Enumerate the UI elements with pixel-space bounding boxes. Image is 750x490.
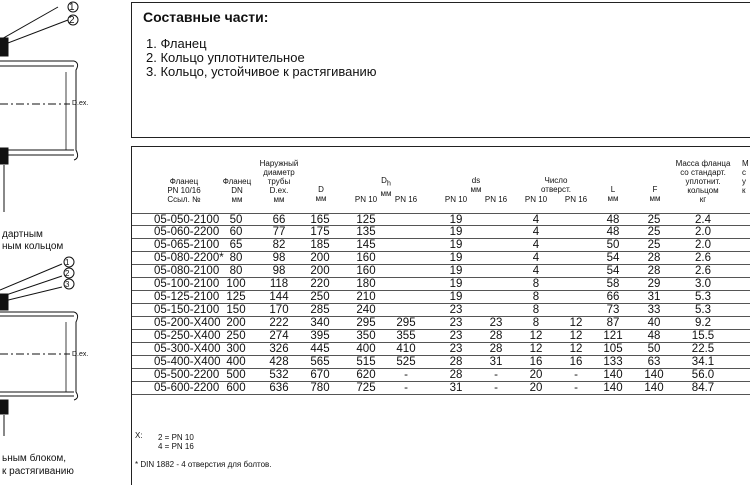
cell-holes-pn10: 4 [532,265,540,277]
cell-dh-pn10: 135 [356,226,376,238]
cell-d: 250 [310,291,330,303]
cell-holes-pn16: - [574,369,578,381]
cell-f: 48 [647,330,661,342]
cell-ref: 05-150-2100 [154,304,220,316]
cell-dex: 82 [272,239,286,251]
notes-footnote: * DIN 1882 - 4 отверстия для болтов. [135,460,272,469]
cell-holes-pn10: 8 [532,291,540,303]
cell-dn: 500 [226,369,246,381]
cell-mass: 2.6 [695,252,711,264]
cell-ds-pn10: 23 [449,330,463,342]
cell-dn: 80 [229,252,243,264]
cell-l: 133 [603,356,623,368]
cell-holes-pn16 [556,226,596,239]
table-row [132,356,750,369]
cell-dn: 100 [226,278,246,290]
cell-ref: 05-250-X400 [154,330,221,342]
cell-ref: 05-400-X400 [154,356,221,368]
cell-dex: 428 [269,356,289,368]
cell-dex: 98 [272,265,286,277]
cell-ref: 05-065-2100 [154,239,220,251]
dimensions-table [131,146,750,485]
cell-holes-pn10: 12 [529,330,543,342]
table-row [132,304,750,317]
caption-top-line2: ным кольцом [2,241,64,252]
cell-ds-pn16: 28 [489,330,503,342]
cell-holes-pn10: 20 [529,382,543,394]
cell-d: 285 [310,304,330,316]
callout-1-top: 1 [69,2,75,13]
cell-dh-pn16 [386,304,426,317]
cell-d: 565 [310,356,330,368]
cell-dh-pn16: 355 [396,330,416,342]
table-row [132,213,750,226]
cell-dh-pn16 [386,265,426,278]
header-mass: Масса фланца со стандарт. уплотнит. кольцом кг [675,159,731,204]
parts-item: 3. Кольцо, устойчивое к растягиванию [146,64,377,79]
cell-dex: 326 [269,343,289,355]
cell-dh-pn10: 620 [356,369,376,381]
cell-f: 140 [644,382,664,394]
callout-1-bottom: 1 [65,258,70,267]
cell-dh-pn10: 350 [356,330,376,342]
parts-item: 2. Кольцо уплотнительное [146,50,305,65]
cell-d: 780 [310,382,330,394]
cell-d: 185 [310,239,330,251]
cell-dn: 250 [226,330,246,342]
cell-l: 50 [606,239,620,251]
cell-l: 48 [606,226,620,238]
header-f: F мм [649,185,661,203]
header-dn: Фланец DN мм [222,177,252,204]
cell-mass: 34.1 [691,356,715,368]
cell-dh-pn10: 160 [356,265,376,277]
cell-d: 165 [310,214,330,226]
cell-dex: 170 [269,304,289,316]
cell-dh-pn10: 400 [356,343,376,355]
cell-dex: 66 [272,214,286,226]
cell-ref: 05-500-2200 [154,369,220,381]
cell-d: 670 [310,369,330,381]
cell-mass: 56.0 [691,369,715,381]
cell-dh-pn10: 515 [356,356,376,368]
cell-l: 48 [606,214,620,226]
cell-l: 121 [603,330,623,342]
cell-holes-pn10: 4 [532,239,540,251]
cell-holes-pn16 [556,265,596,278]
cell-ds-pn16: 28 [489,343,503,355]
flange-drawing [0,0,128,485]
cell-d: 200 [310,265,330,277]
cell-ds-pn10: 28 [449,356,463,368]
cell-holes-pn10: 8 [532,304,540,316]
cell-holes-pn16 [556,239,596,252]
header-dh: $D_h$ мм [380,176,392,198]
header-mass2: М с у к [742,159,749,195]
cell-d: 175 [310,226,330,238]
cell-ds-pn16: - [494,382,498,394]
cell-mass: 9.2 [695,317,711,329]
callout-3-bottom: 3 [65,280,70,289]
notes-x-value-1: 2 = PN 10 [158,433,194,442]
cell-mass: 2.0 [695,239,711,251]
cell-f: 33 [647,304,661,316]
subheader-ds-pn10: PN 10 [444,195,468,204]
cell-l: 54 [606,252,620,264]
cell-dn: 200 [226,317,246,329]
notes-x-value-2: 4 = PN 16 [158,442,194,451]
cell-dh-pn16: 525 [396,356,416,368]
cell-dh-pn16: - [404,382,408,394]
notes-x-label: X: [135,431,143,440]
table-row [132,278,750,291]
table-row [132,343,750,356]
cell-dh-pn10: 125 [356,214,376,226]
cell-f: 140 [644,369,664,381]
cell-mass: 3.0 [695,278,711,290]
cell-ds-pn16: 31 [489,356,503,368]
cell-ds-pn10: 23 [449,304,463,316]
cell-holes-pn16: 12 [569,343,583,355]
cell-ds-pn10: 19 [449,214,463,226]
cell-dh-pn16: 295 [396,317,416,329]
header-ref: Фланец PN 10/16 Ссыл. № [167,177,201,204]
cell-dh-pn10: 145 [356,239,376,251]
cell-f: 25 [647,239,661,251]
cell-dh-pn16 [386,291,426,304]
cell-dh-pn10: 240 [356,304,376,316]
cell-dex: 274 [269,330,289,342]
cell-holes-pn10: 4 [532,226,540,238]
subheader-ds-pn16: PN 16 [484,195,508,204]
cell-ds-pn10: 19 [449,265,463,277]
cell-ds-pn10: 23 [449,343,463,355]
cell-ds-pn10: 23 [449,317,463,329]
cell-ref: 05-050-2100 [154,214,220,226]
cell-holes-pn16 [556,252,596,265]
cell-holes-pn10: 4 [532,252,540,264]
cell-mass: 2.4 [695,214,711,226]
cell-dn: 150 [226,304,246,316]
cell-holes-pn10: 16 [529,356,543,368]
cell-dex: 636 [269,382,289,394]
cell-ds-pn16 [476,278,516,291]
cell-ds-pn10: 19 [449,252,463,264]
cell-dh-pn10: 210 [356,291,376,303]
header-dex: Наружный диаметр трубы D.ex. мм [259,159,299,204]
cell-ds-pn16 [476,252,516,265]
parts-panel [131,2,750,138]
cell-l: 66 [606,291,620,303]
cell-holes-pn10: 20 [529,369,543,381]
cell-dn: 60 [229,226,243,238]
cell-d: 200 [310,252,330,264]
cell-dh-pn10: 295 [356,317,376,329]
cell-dn: 65 [229,239,243,251]
cell-ds-pn10: 19 [449,278,463,290]
cell-dh-pn16: 410 [396,343,416,355]
cell-ref: 05-080-2100 [154,265,220,277]
cell-f: 40 [647,317,661,329]
cell-f: 63 [647,356,661,368]
table-row [132,239,750,252]
header-l: L мм [607,185,619,203]
cell-l: 54 [606,265,620,277]
subheader-holes-pn10: PN 10 [524,195,548,204]
cell-l: 73 [606,304,620,316]
cell-dn: 600 [226,382,246,394]
parts-item: 1. Фланец [146,36,207,51]
cell-dn: 80 [229,265,243,277]
cell-holes-pn16 [556,278,596,291]
cell-d: 220 [310,278,330,290]
cell-dex: 222 [269,317,289,329]
cell-f: 25 [647,226,661,238]
table-row [132,265,750,278]
subheader-dh-pn16: PN 16 [394,195,418,204]
table-row [132,382,750,395]
cell-ref: 05-080-2200* [154,252,224,264]
cell-ds-pn10: 19 [449,291,463,303]
cell-f: 25 [647,214,661,226]
cell-dh-pn16 [386,252,426,265]
cell-f: 28 [647,252,661,264]
header-ds: ds мм [470,176,482,194]
cell-mass: 5.3 [695,291,711,303]
cell-dex: 77 [272,226,286,238]
cell-ds-pn16 [476,304,516,317]
cell-l: 140 [603,382,623,394]
cell-f: 50 [647,343,661,355]
cell-mass: 5.3 [695,304,711,316]
subheader-holes-pn16: PN 16 [564,195,588,204]
cell-dex: 532 [269,369,289,381]
callout-2-top: 2 [69,15,75,26]
table-row [132,317,750,330]
cell-ref: 05-600-2200 [154,382,220,394]
cell-ds-pn10: 19 [449,239,463,251]
table-row [132,291,750,304]
table-row [132,330,750,343]
cell-ds-pn10: 31 [449,382,463,394]
cell-dex: 118 [269,278,289,290]
cell-l: 58 [606,278,620,290]
table-row [132,252,750,265]
cell-l: 140 [603,369,623,381]
cell-dn: 50 [229,214,243,226]
cell-ref: 05-060-2200 [154,226,220,238]
caption-bottom-line1: ьным блоком, [2,453,67,464]
cell-mass: 15.5 [691,330,715,342]
cell-holes-pn10: 4 [532,214,540,226]
cell-dh-pn10: 180 [356,278,376,290]
cell-dh-pn10: 725 [356,382,376,394]
cell-ds-pn16 [476,226,516,239]
cell-ds-pn16: - [494,369,498,381]
cell-l: 105 [603,343,623,355]
cell-dn: 300 [226,343,246,355]
cell-holes-pn10: 8 [532,317,540,329]
cell-d: 445 [310,343,330,355]
cell-mass: 2.0 [695,226,711,238]
cell-ds-pn16: 23 [489,317,503,329]
cell-holes-pn16: 16 [569,356,583,368]
cell-holes-pn10: 8 [532,278,540,290]
caption-bottom-line2: к растягиванию [2,466,74,477]
cell-dh-pn16 [386,278,426,291]
cell-ds-pn10: 28 [449,369,463,381]
cell-ref: 05-200-X400 [154,317,221,329]
cell-dex: 98 [272,252,286,264]
cell-dn: 125 [226,291,246,303]
cell-d: 395 [310,330,330,342]
cell-holes-pn16: - [574,382,578,394]
cell-d: 340 [310,317,330,329]
cell-ds-pn16 [476,291,516,304]
cell-ds-pn10: 19 [449,226,463,238]
cell-ref: 05-125-2100 [154,291,220,303]
header-d: D мм [315,185,327,203]
cell-dex: 144 [269,291,289,303]
cell-ref: 05-100-2100 [154,278,220,290]
cell-holes-pn10: 12 [529,343,543,355]
cell-dh-pn16: - [404,369,408,381]
header-holes: Число отверст. [541,176,571,194]
cell-dh-pn16 [386,239,426,252]
cell-holes-pn16: 12 [569,330,583,342]
cell-mass: 22.5 [691,343,715,355]
cell-f: 28 [647,265,661,277]
cell-dh-pn10: 160 [356,252,376,264]
dim-label-bottom: D.ex. [72,351,89,358]
table-row [132,226,750,239]
cell-holes-pn16 [556,291,596,304]
parts-title: Составные части: [143,9,269,25]
cell-ds-pn16 [476,239,516,252]
cell-f: 31 [647,291,661,303]
cell-ref: 05-300-X400 [154,343,221,355]
cell-dn: 400 [226,356,246,368]
cell-f: 29 [647,278,661,290]
subheader-dh-pn10: PN 10 [354,195,378,204]
cell-ds-pn16 [476,265,516,278]
callout-2-bottom: 2 [65,269,70,278]
cell-dh-pn16 [386,226,426,239]
dim-label-top: D.ex. [72,100,89,107]
cell-holes-pn16: 12 [569,317,583,329]
table-row [132,369,750,382]
parts-list [146,37,377,79]
cell-l: 87 [606,317,620,329]
cell-holes-pn16 [556,304,596,317]
caption-top-line1: дартным [2,229,43,240]
cell-mass: 2.6 [695,265,711,277]
cell-mass: 84.7 [691,382,715,394]
